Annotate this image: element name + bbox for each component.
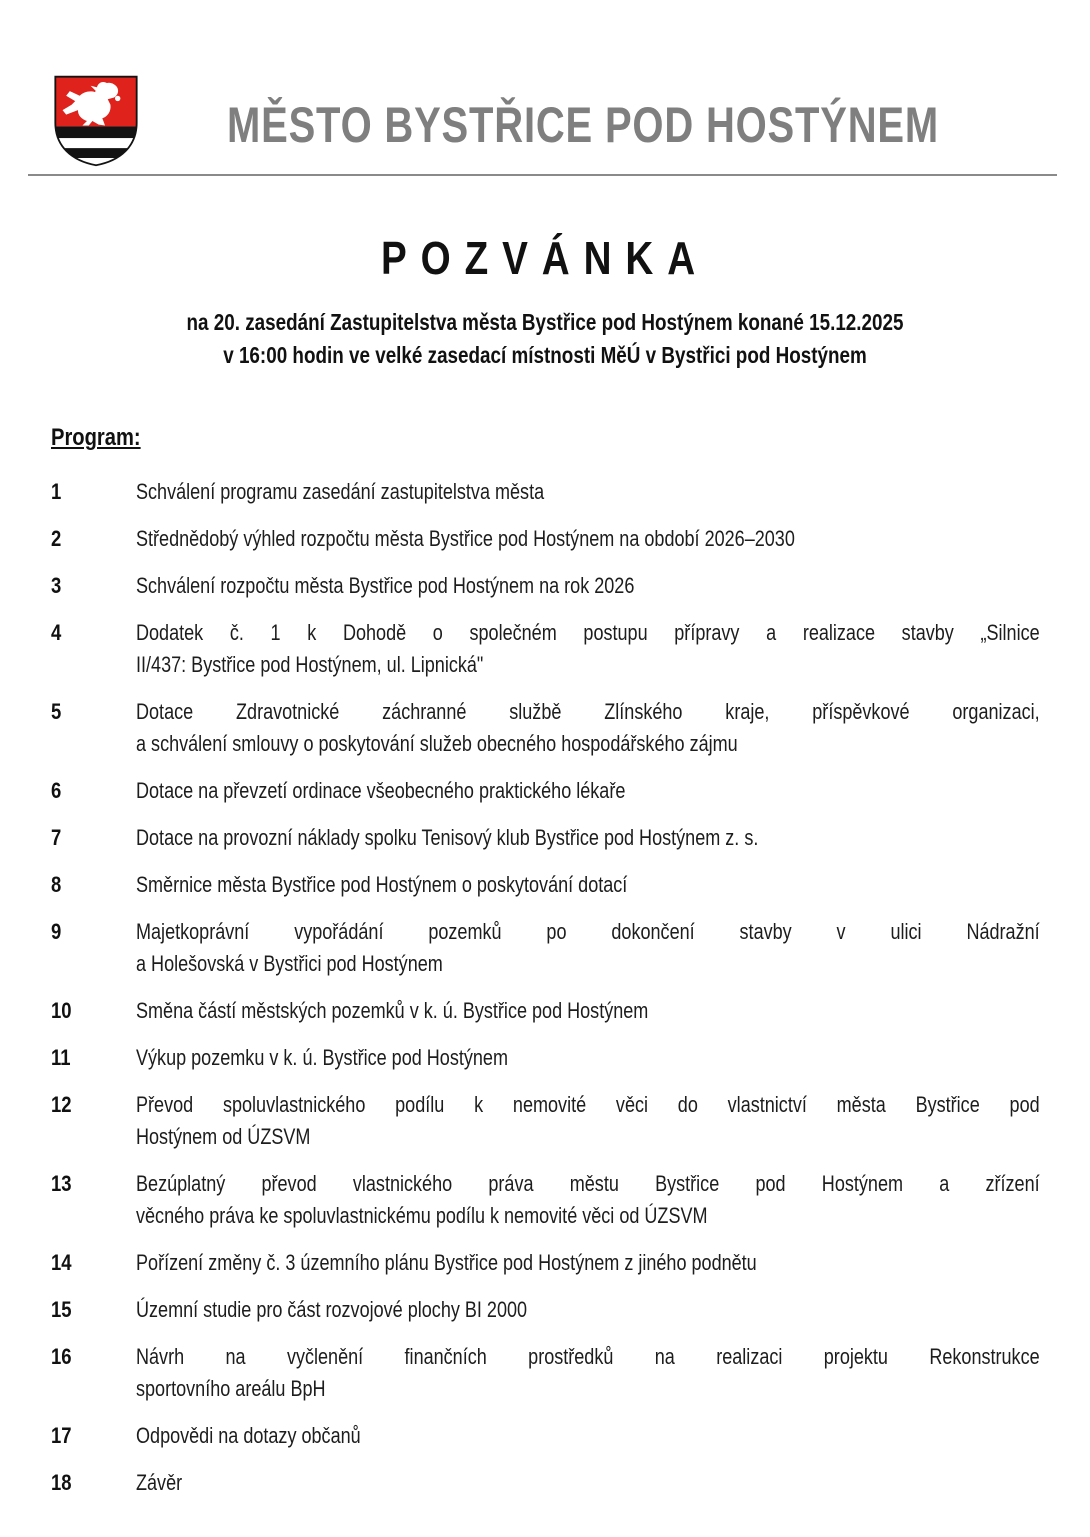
program-item — [51, 916, 1090, 980]
item-text — [136, 1294, 1040, 1326]
item-text — [136, 1420, 1040, 1452]
item-line: Odpovědi na dotazy občanů — [136, 1423, 361, 1448]
item-line: Dotace na převzetí ordinace všeobecného praktického lékaře — [136, 778, 626, 803]
item-number: 7 — [51, 825, 62, 850]
item-number: 6 — [51, 778, 62, 803]
item-number: 3 — [51, 573, 62, 598]
program-item — [51, 1089, 1090, 1153]
program-list — [51, 476, 1090, 1499]
item-number: 17 — [51, 1423, 72, 1448]
crest-black-stripe-1 — [51, 126, 141, 138]
program-item — [51, 822, 1090, 854]
horse-mane-curl — [111, 89, 117, 95]
item-line: Výkup pozemku v k. ú. Bystřice pod Hostýnem — [136, 1045, 508, 1070]
item-line: sportovního areálu BpH — [136, 1376, 326, 1401]
item-number: 14 — [51, 1250, 72, 1275]
item-line: Návrh na vyčlenění finančních prostředků na realizaci projektu Rekonstrukce — [136, 1344, 1040, 1369]
item-number: 5 — [51, 699, 62, 724]
item-number: 15 — [51, 1297, 72, 1322]
program-item — [51, 1168, 1090, 1232]
item-number: 9 — [51, 919, 62, 944]
item-number: 10 — [51, 998, 72, 1023]
item-line: Směrnice města Bystřice pod Hostýnem o poskytování dotací — [136, 872, 628, 897]
item-line: Bezúplatný převod vlastnického práva městu Bystřice pod Hostýnem a zřízení — [136, 1171, 1040, 1196]
program-item — [51, 1467, 1090, 1499]
intro-line-1: na 20. zasedání Zastupitelstva města Bystřice pod Hostýnem konané 15.12.2025 — [186, 309, 904, 335]
coat-of-arms-icon — [50, 74, 142, 168]
program-item — [51, 869, 1090, 901]
item-line: Hostýnem od ÚZSVM — [136, 1124, 311, 1149]
crest-white-tip — [51, 158, 141, 168]
item-number: 12 — [51, 1092, 72, 1117]
item-text — [136, 822, 1040, 854]
item-line: Střednědobý výhled rozpočtu města Bystřice pod Hostýnem na období 2026–2030 — [136, 526, 795, 551]
program-item — [51, 570, 1090, 602]
item-text — [136, 617, 1040, 681]
item-text — [136, 916, 1040, 980]
item-number: 16 — [51, 1344, 72, 1369]
program-item — [51, 775, 1090, 807]
horse-mane-curl-2 — [115, 96, 120, 101]
item-text — [136, 1042, 1040, 1074]
program-item — [51, 995, 1090, 1027]
item-text — [136, 775, 1040, 807]
item-text — [136, 995, 1040, 1027]
program-item — [51, 523, 1090, 555]
item-line: II/437: Bystřice pod Hostýnem, ul. Lipnická" — [136, 652, 484, 677]
item-line: a Holešovská v Bystřici pod Hostýnem — [136, 951, 443, 976]
item-text — [136, 1247, 1040, 1279]
item-line: Dodatek č. 1 k Dohodě o společném postupu přípravy a realizace stavby „Silnice — [136, 620, 1040, 645]
program-item — [51, 696, 1090, 760]
item-line: Majetkoprávní vypořádání pozemků po dokončení stavby v ulici Nádražní — [136, 919, 1040, 944]
item-text — [136, 1168, 1040, 1232]
item-text — [136, 476, 1040, 508]
item-line: Převod spoluvlastnického podílu k nemovité věci do vlastnictví města Bystřice pod — [136, 1092, 1040, 1117]
program-item — [51, 1341, 1090, 1405]
program-item — [51, 617, 1090, 681]
item-line: věcného práva ke spoluvlastnickému podílu k nemovité věci od ÚZSVM — [136, 1203, 708, 1228]
program-item — [51, 476, 1090, 508]
city-letterhead-title: MĚSTO BYSTŘICE POD HOSTÝNEM — [226, 97, 940, 153]
item-text — [136, 570, 1040, 602]
item-line: a schválení smlouvy o poskytování služeb obecného hospodářského zájmu — [136, 731, 738, 756]
crest-white-stripe — [51, 138, 141, 148]
letterhead — [0, 0, 1090, 176]
item-number: 1 — [51, 479, 62, 504]
header-divider — [28, 174, 1057, 176]
program-item — [51, 1294, 1090, 1326]
item-line: Závěr — [136, 1470, 183, 1495]
program-item — [51, 1420, 1090, 1452]
item-number: 11 — [51, 1045, 71, 1070]
item-number: 2 — [51, 526, 62, 551]
item-text — [136, 869, 1040, 901]
item-text — [136, 1341, 1040, 1405]
program-item — [51, 1247, 1090, 1279]
item-line: Územní studie pro část rozvojové plochy BI 2000 — [136, 1297, 528, 1322]
item-text — [136, 1089, 1040, 1153]
invitation-title: POZVÁNKA — [380, 232, 710, 284]
item-number: 18 — [51, 1470, 72, 1495]
item-line: Schválení rozpočtu města Bystřice pod Hostýnem na rok 2026 — [136, 573, 635, 598]
item-line: Schválení programu zasedání zastupitelstva města — [136, 479, 545, 504]
item-line: Dotace na provozní náklady spolku Tenisový klub Bystřice pod Hostýnem z. s. — [136, 825, 759, 850]
item-text — [136, 1467, 1040, 1499]
item-number: 4 — [51, 620, 62, 645]
invitation-intro — [98, 306, 992, 372]
item-line: Dotace Zdravotnické záchranné službě Zlínského kraje, příspěvkové organizaci, — [136, 699, 1040, 724]
item-line: Směna částí městských pozemků v k. ú. Bystřice pod Hostýnem — [136, 998, 649, 1023]
program-heading: Program: — [51, 424, 141, 451]
intro-line-2: v 16:00 hodin ve velké zasedací místnosti MěÚ v Bystřici pod Hostýnem — [223, 342, 867, 368]
item-line: Pořízení změny č. 3 územního plánu Bystřice pod Hostýnem z jiného podnětu — [136, 1250, 757, 1275]
item-number: 13 — [51, 1171, 72, 1196]
item-number: 8 — [51, 872, 62, 897]
item-text — [136, 523, 1040, 555]
item-text — [136, 696, 1040, 760]
program-item — [51, 1042, 1090, 1074]
